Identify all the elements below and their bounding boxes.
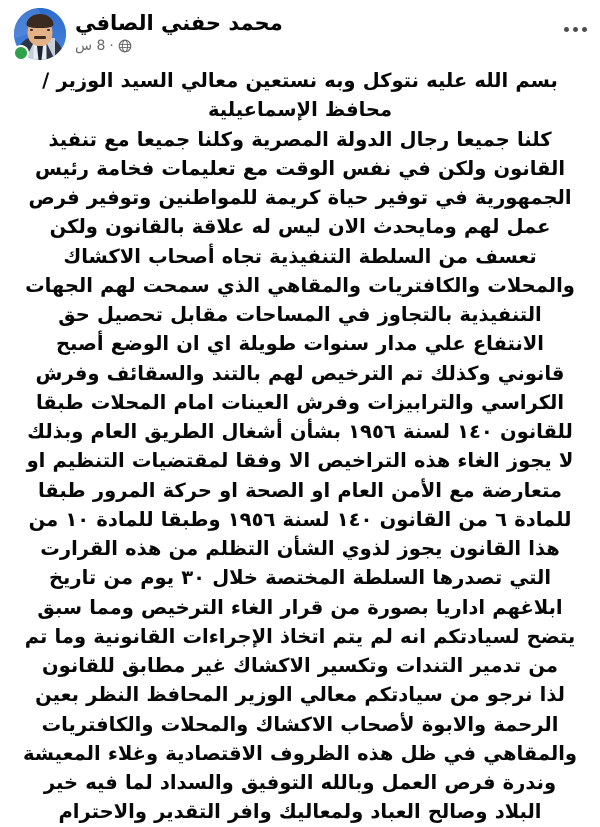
post-options-button[interactable] <box>558 12 592 46</box>
post-paragraph: بسم الله عليه نتوكل وبه نستعين معالي السيد الوزير / محافظ الإسماعيلية <box>42 69 558 122</box>
post-meta <box>75 39 132 53</box>
post-body <box>0 62 600 827</box>
post-author-block <box>14 6 283 60</box>
globe-public-icon[interactable] <box>118 39 132 53</box>
avatar-eye-left <box>30 29 33 31</box>
avatar[interactable] <box>14 8 66 60</box>
avatar-mustache <box>34 36 46 39</box>
author-name[interactable]: محمد حفني الصافي <box>75 11 283 35</box>
post-header <box>0 0 600 62</box>
online-status-indicator <box>13 45 29 61</box>
ellipsis-horizontal-icon <box>564 27 587 32</box>
post-paragraph: كلنا جميعا رجال الدولة المصرية وكلنا جميعا مع تنفيذ القانون ولكن في نفس الوقت مع تعليمات فخامة رئيس الجمهورية في توفير حياة كريمة للمواطنين وتوفير فرص عمل لهم ومايحدث الان ليس له علاقة بالقانون ولكن تعسف من السلطة التنفيذية تجاه أصحاب الاكشاك والمحلات والكافتريات والمقاهي الذي سمحت لهم الجهات التنفيذية بالتجاوز في المساحات مقابل تحصيل حق الانتفاع علي مدار سنوات طويلة اي ان الوضع أصبح قانوني وكذلك تم الترخيص لهم بالتند والسقائف وفرش الكراسي والترابيزات وفرش العينات امام المحلات طبقا للقانون ١٤٠ لسنة ١٩٥٦ بشأن أشغال الطريق العام وبذلك لا يجوز الغاء هذه التراخيص الا وفقا لمقتضيات التنظيم او متعارضة مع الأمن العام او الصحة او حركة المرور طبقا للمادة ٦ من القانون ١٤٠ لسنة ١٩٥٦ وطبقا للمادة ١٠ من هذا القانون يجوز لذوي الشأن التظلم من هذه القرارت التي تصدرها السلطة المختصة خلال ٣٠ يوم من تاريخ ابلاغهم اداريا بصورة من قرار الغاء الترخيص ومما سبق يتضح لسيادتكم انه لم يتم اتخاذ الإجراءات القانونية وما تم من تدمير التندات وتكسير الاكشاك غير مطابق للقانون <box>24 127 576 677</box>
avatar-eye-right <box>47 29 50 31</box>
meta-separator: · <box>109 38 114 54</box>
post-paragraph: لذا نرجو من سيادتكم معالي الوزير المحافظ النظر بعين الرحمة والابوة لأصحاب الاكشاك والمحلات والكافتريات والمقاهي في ظل هذه الظروف الاقتصادية وغلاء المعيشة وندرة فرص العمل وبالله التوفيق والسداد لما فيه خير البلاد وصالح العباد ولمعاليك وافر التقدير والاحترام <box>22 683 578 824</box>
avatar-hair <box>27 14 54 28</box>
post-timestamp[interactable]: 8 س <box>75 38 106 55</box>
author-text-block <box>75 6 283 53</box>
